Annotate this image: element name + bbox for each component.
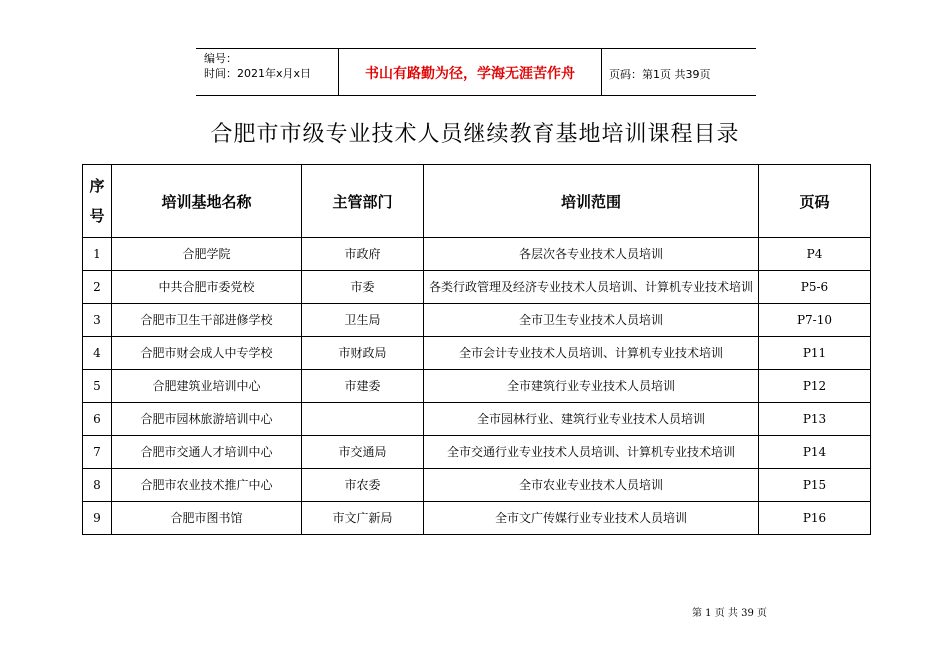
cell-name: 中共合肥市委党校 (112, 271, 302, 304)
cell-name: 合肥市交通人才培训中心 (112, 436, 302, 469)
cell-name: 合肥学院 (112, 238, 302, 271)
table-row (83, 469, 871, 502)
cell-seq: 3 (83, 304, 112, 337)
cell-name: 合肥建筑业培训中心 (112, 370, 302, 403)
cell-scope: 全市农业专业技术人员培训 (424, 469, 759, 502)
cell-dept (302, 403, 424, 436)
cell-page: P12 (759, 370, 871, 403)
cell-scope: 全市会计专业技术人员培训、计算机专业技术培训 (424, 337, 759, 370)
cell-dept: 市交通局 (302, 436, 424, 469)
table-row (83, 502, 871, 535)
header-page-info: 页码：第1页 共39页 (609, 68, 711, 81)
cell-scope: 全市交通行业专业技术人员培训、计算机专业技术培训 (424, 436, 759, 469)
column-header-seq: 序 号 (83, 165, 112, 238)
cell-page: P11 (759, 337, 871, 370)
cell-dept: 市文广新局 (302, 502, 424, 535)
cell-scope: 各类行政管理及经济专业技术人员培训、计算机专业技术培训 (424, 271, 759, 304)
column-header-name: 培训基地名称 (112, 165, 302, 238)
document-number: 编号： (204, 52, 237, 65)
cell-name: 合肥市财会成人中专学校 (112, 337, 302, 370)
cell-seq: 4 (83, 337, 112, 370)
page-footer: 第 1 页 共 39 页 (692, 608, 767, 619)
cell-name: 合肥市园林旅游培训中心 (112, 403, 302, 436)
column-header-page: 页码 (759, 165, 871, 238)
table-row (83, 304, 871, 337)
cell-seq: 2 (83, 271, 112, 304)
table-row (83, 403, 871, 436)
column-header-dept: 主管部门 (302, 165, 424, 238)
cell-dept: 市建委 (302, 370, 424, 403)
table-row (83, 271, 871, 304)
cell-page: P14 (759, 436, 871, 469)
cell-scope: 全市文广传媒行业专业技术人员培训 (424, 502, 759, 535)
cell-seq: 5 (83, 370, 112, 403)
column-header-scope: 培训范围 (424, 165, 759, 238)
document-date: 时间：2021年x月x日 (204, 67, 312, 80)
table-header-row (83, 165, 871, 238)
cell-seq: 9 (83, 502, 112, 535)
cell-scope: 全市卫生专业技术人员培训 (424, 304, 759, 337)
cell-dept: 市财政局 (302, 337, 424, 370)
cell-name: 合肥市卫生干部进修学校 (112, 304, 302, 337)
cell-page: P4 (759, 238, 871, 271)
cell-dept: 市政府 (302, 238, 424, 271)
cell-scope: 各层次各专业技术人员培训 (424, 238, 759, 271)
table-row (83, 436, 871, 469)
cell-page: P15 (759, 469, 871, 502)
page-header (196, 48, 756, 96)
cell-seq: 6 (83, 403, 112, 436)
header-motto: 书山有路勤为径，学海无涯苦作舟 (365, 66, 575, 82)
course-catalog-table (82, 164, 871, 535)
table-row (83, 238, 871, 271)
cell-dept: 市农委 (302, 469, 424, 502)
cell-scope: 全市园林行业、建筑行业专业技术人员培训 (424, 403, 759, 436)
cell-seq: 7 (83, 436, 112, 469)
cell-dept: 市委 (302, 271, 424, 304)
document-title: 合肥市市级专业技术人员继续教育基地培训课程目录 (210, 122, 740, 147)
cell-dept: 卫生局 (302, 304, 424, 337)
cell-page: P7-10 (759, 304, 871, 337)
cell-page: P16 (759, 502, 871, 535)
cell-seq: 8 (83, 469, 112, 502)
table-row (83, 337, 871, 370)
cell-scope: 全市建筑行业专业技术人员培训 (424, 370, 759, 403)
header-divider (601, 49, 602, 95)
cell-seq: 1 (83, 238, 112, 271)
cell-name: 合肥市图书馆 (112, 502, 302, 535)
cell-page: P13 (759, 403, 871, 436)
cell-page: P5-6 (759, 271, 871, 304)
header-meta (204, 51, 311, 81)
table-row (83, 370, 871, 403)
cell-name: 合肥市农业技术推广中心 (112, 469, 302, 502)
